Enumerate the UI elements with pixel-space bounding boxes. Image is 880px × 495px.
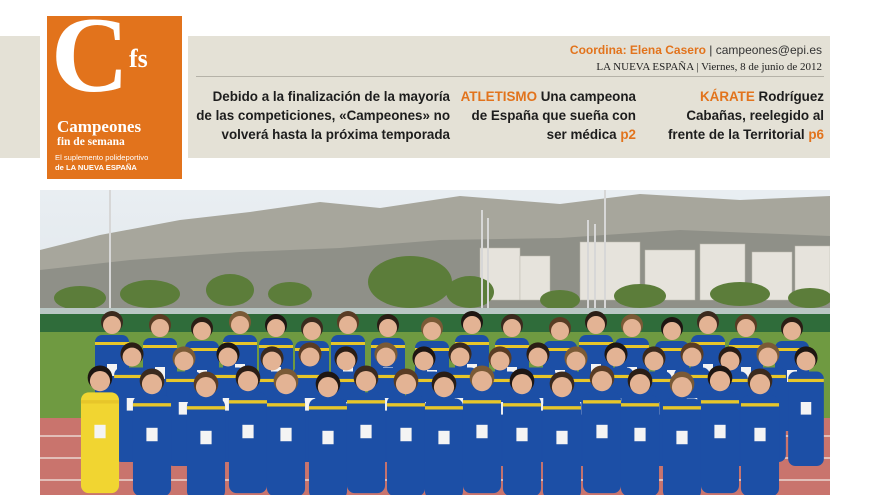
logo-publisher: de LA NUEVA ESPAÑA bbox=[55, 163, 137, 172]
teaser-page-ref: p6 bbox=[808, 127, 824, 142]
teaser-text: Rodríguez Cabañas, reelegido al frente de la Territorial bbox=[667, 89, 824, 142]
contact-email[interactable]: campeones@epi.es bbox=[715, 43, 822, 57]
logo-tagline: El suplemento polideportivo bbox=[55, 153, 149, 162]
coordinator-name: Coordina: Elena Casero bbox=[569, 43, 706, 57]
teaser-kicker: KÁRATE bbox=[699, 89, 755, 104]
teaser-page-ref: p2 bbox=[620, 127, 636, 142]
dateline: LA NUEVA ESPAÑA | Viernes, 8 de junio de 2012 bbox=[596, 61, 822, 73]
logo-superscript: fs bbox=[129, 44, 148, 73]
band-gap-right bbox=[830, 36, 880, 158]
teaser-notice-text: Debido a la finalización de la mayoría de las competiciones, «Campeones» no volverá hasta la próxima temporada bbox=[196, 89, 450, 142]
logo-title: Campeones bbox=[57, 117, 142, 136]
header-divider bbox=[196, 76, 824, 77]
teaser-kicker: ATLETISMO bbox=[460, 89, 537, 104]
coordinator-line bbox=[570, 43, 822, 57]
teaser-notice[interactable] bbox=[196, 87, 450, 144]
team-photo bbox=[40, 190, 830, 495]
teaser-atletismo[interactable] bbox=[460, 87, 636, 144]
section-logo bbox=[47, 0, 182, 179]
logo-subtitle: fin de semana bbox=[57, 136, 125, 148]
teaser-text: Una campeona de España que sueña con ser médica bbox=[471, 89, 636, 142]
coordinator-separator: | bbox=[709, 43, 713, 57]
teaser-karate[interactable] bbox=[646, 87, 824, 144]
logo-letter: C bbox=[51, 0, 129, 115]
team-photo-illustration bbox=[40, 190, 830, 495]
